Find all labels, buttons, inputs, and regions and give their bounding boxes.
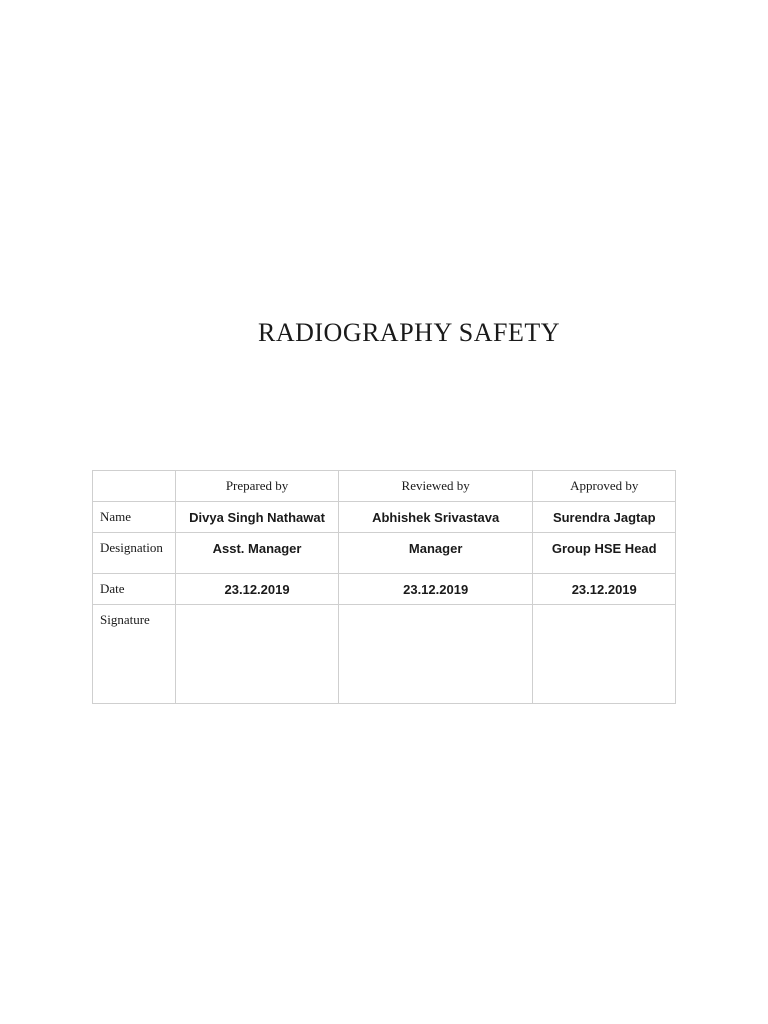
approved-by-name: Surendra Jagtap	[533, 502, 676, 533]
header-prepared-by: Prepared by	[176, 471, 339, 502]
table-row-designation	[93, 533, 676, 574]
prepared-by-date: 23.12.2019	[176, 574, 339, 605]
header-cell-blank	[93, 471, 176, 502]
table-row-signature	[93, 605, 676, 704]
reviewed-by-designation: Manager	[338, 533, 533, 574]
row-label-date: Date	[93, 574, 176, 605]
prepared-by-name: Divya Singh Nathawat	[176, 502, 339, 533]
row-label-designation: Designation	[93, 533, 176, 574]
approved-by-date: 23.12.2019	[533, 574, 676, 605]
document-title: RADIOGRAPHY SAFETY	[257, 318, 560, 347]
prepared-by-designation: Asst. Manager	[176, 533, 339, 574]
approved-by-designation: Group HSE Head	[533, 533, 676, 574]
reviewed-by-name: Abhishek Srivastava	[338, 502, 533, 533]
approved-by-signature-box	[533, 605, 676, 704]
table-header-row	[93, 471, 676, 502]
table-row-name	[93, 502, 676, 533]
approval-table	[92, 470, 676, 704]
header-approved-by: Approved by	[533, 471, 676, 502]
reviewed-by-signature-box	[338, 605, 533, 704]
row-label-name: Name	[93, 502, 176, 533]
header-reviewed-by: Reviewed by	[338, 471, 533, 502]
prepared-by-signature-box	[176, 605, 339, 704]
reviewed-by-date: 23.12.2019	[338, 574, 533, 605]
table-row-date	[93, 574, 676, 605]
row-label-signature: Signature	[93, 605, 176, 704]
